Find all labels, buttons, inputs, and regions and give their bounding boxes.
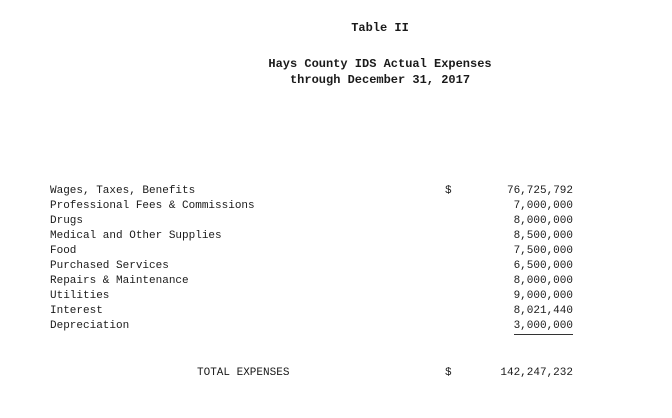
- expense-amount: 8,000,000: [513, 215, 573, 227]
- expense-label: Purchased Services: [50, 260, 169, 272]
- expense-label: Interest: [50, 305, 103, 317]
- expense-amount: 6,500,000: [513, 260, 573, 272]
- expense-label: Drugs: [50, 215, 84, 227]
- expense-amount: 8,000,000: [513, 275, 573, 287]
- expense-label: Food: [50, 245, 77, 257]
- expense-amounts: [470, 184, 573, 335]
- expense-amount: 3,000,000: [514, 319, 573, 335]
- expense-label: Medical and Other Supplies: [50, 230, 222, 242]
- expense-label: Wages, Taxes, Benefits: [50, 185, 196, 197]
- document-title: Hays County IDS Actual Expenses: [268, 57, 492, 71]
- expense-amount: 9,000,000: [513, 290, 573, 302]
- expense-label: Professional Fees & Commissions: [50, 200, 255, 212]
- expense-amount: 7,000,000: [513, 200, 573, 212]
- total-currency-symbol: $: [445, 367, 452, 379]
- expense-amount: 8,500,000: [513, 230, 573, 242]
- expense-labels: [50, 184, 255, 334]
- expense-amount: 8,021,440: [513, 305, 573, 317]
- table-number: Table II: [351, 21, 409, 35]
- expense-amount: 7,500,000: [513, 245, 573, 257]
- currency-symbol: $: [445, 185, 452, 197]
- expense-label: Repairs & Maintenance: [50, 275, 189, 287]
- expense-label: Depreciation: [50, 320, 130, 332]
- total-label: TOTAL EXPENSES: [197, 367, 290, 379]
- expense-amount: 76,725,792: [506, 185, 573, 197]
- document-subtitle: through December 31, 2017: [289, 73, 471, 87]
- expense-label: Utilities: [50, 290, 110, 302]
- total-amount: 142,247,232: [500, 367, 573, 379]
